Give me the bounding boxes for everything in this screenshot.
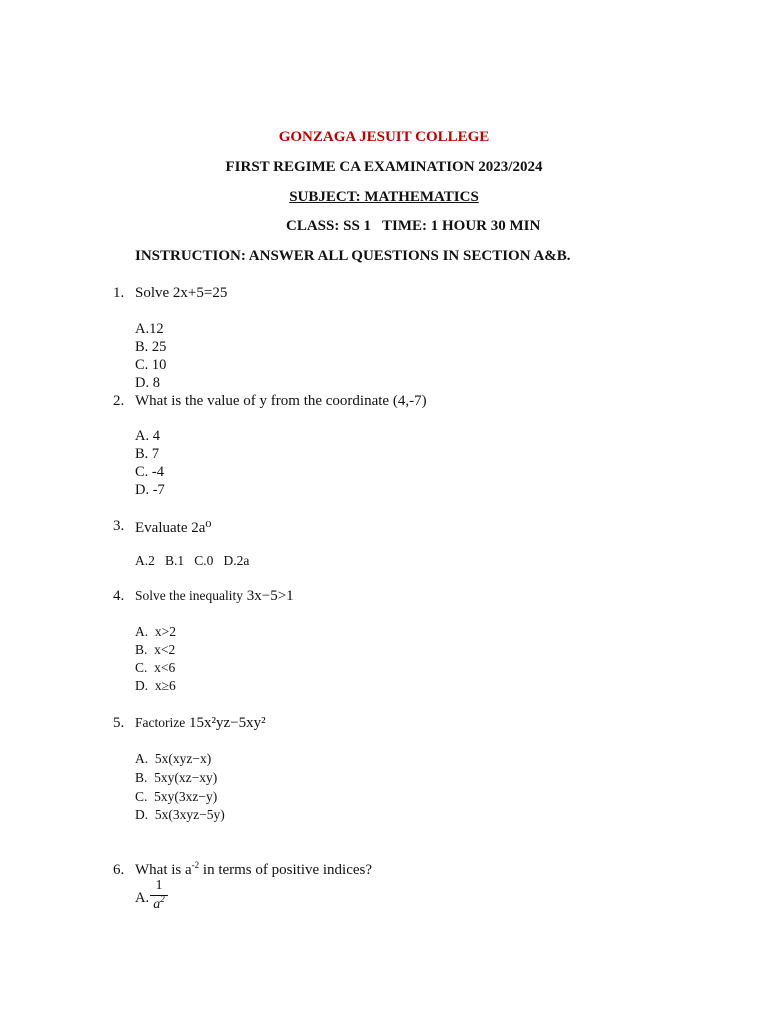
- math-expression: x>2: [154, 624, 176, 639]
- option: A.12: [135, 321, 164, 337]
- option: B. 5xy(xz−xy): [135, 770, 218, 785]
- subject-line: [0, 189, 768, 206]
- math-expression: 3x−5>1: [246, 588, 294, 604]
- math-expression: x<2: [154, 642, 176, 657]
- college-name: GONZAGA JESUIT COLLEGE: [278, 129, 490, 145]
- question-text: What is $a^{-2}$ in terms of positive indices?: [135, 860, 373, 878]
- math-expression: x<6: [154, 660, 176, 675]
- fraction: [150, 878, 168, 912]
- question-text: Solve 2x+5=25: [135, 285, 228, 301]
- option: D. 5x(3xyz−5y): [135, 807, 225, 822]
- subject-text: SUBJECT: MATHEMATICS: [289, 189, 479, 205]
- math-expression: 5x(xyz−x): [154, 751, 212, 766]
- fraction-bar: [150, 895, 168, 896]
- option: C. -4: [135, 464, 164, 480]
- option: B. 7: [135, 446, 160, 462]
- instruction-line: INSTRUCTION: ANSWER ALL QUESTIONS IN SECTION A&B.: [135, 248, 571, 264]
- class-time-line: CLASS: SS 1 TIME: 1 HOUR 30 MIN: [286, 218, 541, 234]
- option: C. x<6: [135, 660, 176, 675]
- math-expression: 15x²yz−5xy²: [188, 715, 266, 731]
- question-number: 2.: [113, 393, 125, 409]
- option: D. x≥6: [135, 678, 176, 693]
- math-expression: 5x(3xyz−5y): [154, 807, 225, 822]
- question-number: 4.: [113, 588, 125, 604]
- option: B. 25: [135, 339, 167, 355]
- option: C. 10: [135, 357, 167, 373]
- question-text: What is the value of y from the coordinate (4,-7): [135, 393, 427, 409]
- question-number: 6.: [113, 862, 125, 878]
- option: A. 5x(xyz−x): [135, 751, 212, 766]
- option: C. 5xy(3xz−y): [135, 789, 218, 804]
- question-text: Solve the inequality 3x−5>1: [135, 588, 294, 604]
- fraction-denominator: $a^2$: [153, 894, 165, 912]
- exam-title: FIRST REGIME CA EXAMINATION 2023/2024: [225, 159, 543, 175]
- options-inline: A.2 B.1 C.0 D.2a: [135, 553, 250, 568]
- option: B. x<2: [135, 642, 176, 657]
- fraction-numerator: 1: [155, 878, 163, 893]
- math-expression: 2x+5=25: [172, 285, 228, 301]
- option: A. x>2: [135, 624, 176, 639]
- exponent: 2: [160, 894, 165, 904]
- option: D. 8: [135, 375, 160, 391]
- math-expression: 5xy(xz−xy): [154, 770, 218, 785]
- option: A. 4: [135, 428, 160, 444]
- question-number: 3.: [113, 518, 125, 534]
- question-text: Factorize 15x²yz−5xy²: [135, 715, 266, 731]
- math-expression: 2a⁰: [191, 520, 212, 536]
- option: D. -7: [135, 482, 165, 498]
- question-number: 1.: [113, 285, 125, 301]
- exponent: -2: [191, 860, 200, 870]
- question-number: 5.: [113, 715, 125, 731]
- math-expression: x≥6: [154, 678, 176, 693]
- question-text: Evaluate 2a⁰: [135, 520, 212, 536]
- math-expression: 5xy(3xz−y): [154, 789, 218, 804]
- option-letter: A.: [135, 890, 150, 906]
